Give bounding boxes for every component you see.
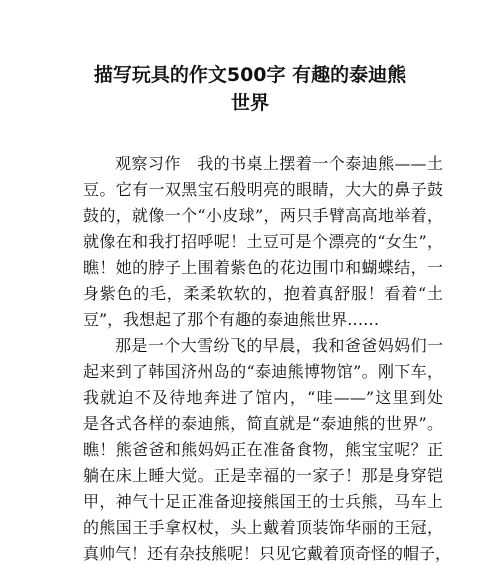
paragraph-2-line-1: 那是一个大雪纷飞的早晨，我和爸爸妈妈们一 [115, 336, 443, 355]
paragraph-1-line-5: 瞧！她的脖子上围着紫色的花边围巾和蝴蝶结，一 [83, 258, 443, 277]
paragraph-1-line-3: 鼓的，就像一个“小皮球”，两只手臂高高地举着， [83, 206, 443, 225]
paragraph-2-line-4: 是各式各样的泰迪熊，简直就是“泰迪熊的世界”。 [83, 414, 443, 433]
paragraph-1-line-4: 就像在和我打招呼呢！土豆可是个漂亮的“女生”， [83, 232, 443, 251]
paragraph-2-line-6: 躺在床上睡大觉。正是幸福的一家子！那是身穿铠 [83, 466, 443, 485]
paragraph-2-line-9: 真帅气！还有杂技熊呢！只见它戴着顶奇怪的帽子， [83, 544, 452, 563]
paragraph-1-line-1: 观察习作 我的书桌上摆着一个泰迪熊——土 [115, 154, 443, 173]
paragraph-2-line-3: 我就迫不及待地奔进了馆内，“哇——”这里到处 [83, 388, 443, 407]
paragraph-2-line-8: 的熊国王手拿权杖，头上戴着顶装饰华丽的王冠， [83, 518, 443, 537]
paragraph-1-line-2: 豆。它有一双黑宝石般明亮的眼睛，大大的鼻子鼓 [83, 180, 443, 199]
paragraph-2-line-7: 甲，神气十足正准备迎接熊国王的士兵熊，马车上 [83, 492, 443, 511]
title-line-2: 世界 [230, 92, 269, 114]
title-line-1: 描写玩具的作文500字 有趣的泰迪熊 [93, 64, 407, 86]
paragraph-1-line-6: 身紫色的毛，柔柔软软的，抱着真舒服！看着“土 [83, 284, 443, 303]
paragraph-2-line-2: 起来到了韩国济州岛的“泰迪熊博物馆”。刚下车， [83, 362, 443, 381]
paragraph-2-line-5: 瞧！熊爸爸和熊妈妈正在准备食物，熊宝宝呢？正 [83, 440, 443, 459]
paragraph-1-line-7: 豆”，我想起了那个有趣的泰迪熊世界…… [83, 310, 380, 329]
